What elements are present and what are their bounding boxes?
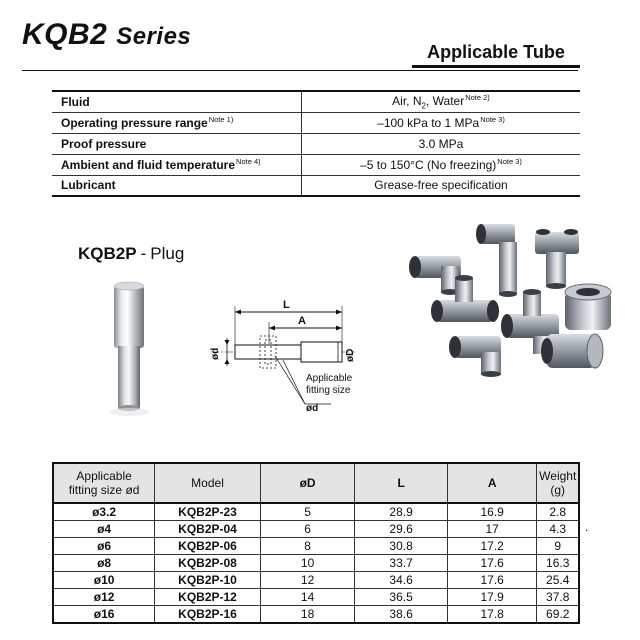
arrow-A-right bbox=[336, 326, 342, 331]
cell-weight: 25.4 bbox=[537, 572, 579, 589]
plug-name: Plug bbox=[150, 244, 185, 263]
callout-line1: Applicable bbox=[306, 373, 353, 384]
cell-weight: 69.2 bbox=[537, 606, 579, 624]
table-row bbox=[53, 555, 579, 572]
fitting-elbow-left bbox=[409, 256, 461, 295]
cell-A: 17.9 bbox=[447, 589, 537, 606]
cell-size: ø6 bbox=[53, 538, 155, 555]
spec-value bbox=[302, 112, 581, 133]
cell-A: 17.6 bbox=[447, 572, 537, 589]
plug-top bbox=[114, 282, 144, 290]
cell-weight: 37.8 bbox=[537, 589, 579, 606]
dim-label-oD: øD bbox=[345, 348, 356, 362]
header-weight-line2: (g) bbox=[550, 483, 566, 497]
callout-line2: fitting size bbox=[306, 385, 351, 396]
header-size bbox=[53, 463, 155, 503]
spec-value-note: Note 3) bbox=[497, 157, 522, 166]
plug-code: KQB2P bbox=[78, 244, 137, 263]
header-weight bbox=[537, 463, 579, 503]
cell-model: KQB2P-12 bbox=[155, 589, 261, 606]
table-row bbox=[53, 572, 579, 589]
cell-oD: 5 bbox=[260, 503, 355, 521]
spec-value-text: Grease-free specification bbox=[374, 178, 508, 193]
cell-size: ø16 bbox=[53, 606, 155, 624]
spec-label-text: Ambient and fluid temperature bbox=[61, 158, 236, 172]
cell-model: KQB2P-16 bbox=[155, 606, 261, 624]
fitting-tee-top-right bbox=[535, 229, 579, 289]
spec-label-text: Operating pressure range bbox=[61, 116, 208, 130]
arrow-A-left bbox=[269, 326, 275, 331]
section-title: Applicable Tube bbox=[412, 42, 580, 68]
spec-value-text: –5 to 150°C (No freezing) bbox=[360, 158, 497, 172]
table-row bbox=[53, 538, 579, 555]
spec-label-note: Note 4) bbox=[236, 157, 261, 166]
spec-label-text: Proof pressure bbox=[61, 136, 147, 151]
callout-leader bbox=[275, 356, 305, 404]
spec-table bbox=[52, 90, 580, 197]
cell-size: ø4 bbox=[53, 521, 155, 538]
spec-label bbox=[52, 175, 302, 196]
drawing-head bbox=[301, 342, 342, 362]
spec-row bbox=[52, 154, 580, 175]
table-row bbox=[53, 589, 579, 606]
table-row bbox=[53, 503, 579, 521]
cell-L: 28.9 bbox=[355, 503, 448, 521]
cell-weight: 2.8 bbox=[537, 503, 579, 521]
plug-dash: - bbox=[140, 244, 147, 263]
cell-model: KQB2P-04 bbox=[155, 521, 261, 538]
header-size-line1: Applicable bbox=[76, 469, 132, 483]
spec-value-subscript: 2 bbox=[421, 101, 426, 111]
cell-size: ø3.2 bbox=[53, 503, 155, 521]
callout-leader-2 bbox=[283, 360, 305, 404]
cell-L: 34.6 bbox=[355, 572, 448, 589]
plug-head bbox=[114, 286, 144, 348]
cell-L: 30.8 bbox=[355, 538, 448, 555]
cell-model: KQB2P-23 bbox=[155, 503, 261, 521]
dim-label-A: A bbox=[298, 315, 306, 327]
spec-value-rest: , Water bbox=[425, 94, 465, 109]
cell-model: KQB2P-06 bbox=[155, 538, 261, 555]
header-model: Model bbox=[155, 463, 261, 503]
header-L: L bbox=[355, 463, 448, 503]
cell-A: 16.9 bbox=[447, 503, 537, 521]
plug-shaft bbox=[118, 346, 140, 408]
header-rule bbox=[22, 70, 578, 71]
cell-oD: 8 bbox=[260, 538, 355, 555]
spec-value bbox=[302, 91, 581, 112]
spec-value-text: Air, N bbox=[392, 94, 422, 109]
series-code: KQB2 bbox=[22, 18, 108, 51]
cell-L: 36.5 bbox=[355, 589, 448, 606]
spec-value bbox=[302, 154, 581, 175]
fitting-female-thread bbox=[565, 284, 611, 330]
cell-A: 17.8 bbox=[447, 606, 537, 624]
table-row bbox=[53, 521, 579, 538]
cell-oD: 18 bbox=[260, 606, 355, 624]
cell-weight: 16.3 bbox=[537, 555, 579, 572]
spec-label-text: Fluid bbox=[61, 94, 90, 109]
spec-label-note: Note 1) bbox=[208, 115, 234, 124]
table-row bbox=[53, 606, 579, 624]
spec-value-text: 3.0 MPa bbox=[418, 136, 464, 151]
cell-weight: 4.3 bbox=[537, 521, 579, 538]
arrow-L-left bbox=[235, 310, 241, 315]
cell-oD: 10 bbox=[260, 555, 355, 572]
cell-weight: 9 bbox=[537, 538, 579, 555]
header-weight-line1: Weight bbox=[539, 469, 577, 483]
dim-label-L: L bbox=[283, 299, 290, 311]
spec-value bbox=[302, 133, 581, 154]
size-table-header bbox=[53, 463, 579, 503]
cell-size: ø12 bbox=[53, 589, 155, 606]
plug-shadow bbox=[109, 408, 149, 416]
cell-A: 17.2 bbox=[447, 538, 537, 555]
spec-row bbox=[52, 112, 580, 133]
spec-label bbox=[52, 112, 302, 133]
arrow-L-right bbox=[336, 310, 342, 315]
spec-value-note: Note 2) bbox=[465, 93, 490, 103]
cell-model: KQB2P-08 bbox=[155, 555, 261, 572]
cell-L: 38.6 bbox=[355, 606, 448, 624]
cell-oD: 14 bbox=[260, 589, 355, 606]
spec-label-text: Lubricant bbox=[61, 178, 116, 193]
dimension-drawing bbox=[205, 294, 365, 416]
size-table bbox=[52, 462, 580, 624]
spec-row bbox=[52, 133, 580, 154]
arrow-od-top bbox=[225, 340, 230, 345]
trailing-mark: . bbox=[585, 520, 589, 534]
spec-value-note: Note 3) bbox=[480, 115, 505, 124]
cell-model: KQB2P-10 bbox=[155, 572, 261, 589]
cell-A: 17 bbox=[447, 521, 537, 538]
header-A: A bbox=[447, 463, 537, 503]
cell-L: 33.7 bbox=[355, 555, 448, 572]
spec-value bbox=[302, 175, 581, 196]
cell-oD: 6 bbox=[260, 521, 355, 538]
spec-label bbox=[52, 154, 302, 175]
fitting-elbow-top bbox=[476, 224, 517, 297]
fitting-straight-female bbox=[541, 334, 603, 368]
cell-size: ø10 bbox=[53, 572, 155, 589]
cell-oD: 12 bbox=[260, 572, 355, 589]
cell-A: 17.6 bbox=[447, 555, 537, 572]
cell-size: ø8 bbox=[53, 555, 155, 572]
fittings-photo bbox=[395, 212, 640, 388]
spec-label bbox=[52, 133, 302, 154]
spec-label bbox=[52, 91, 302, 112]
dim-label-od: ød bbox=[210, 347, 221, 360]
series-title bbox=[22, 18, 191, 52]
drawing-shaft bbox=[235, 345, 301, 359]
callout-od: ød bbox=[306, 403, 319, 414]
plug-title bbox=[78, 244, 184, 264]
spec-row bbox=[52, 91, 580, 112]
arrow-od-bottom bbox=[225, 359, 230, 364]
header-oD: øD bbox=[260, 463, 355, 503]
plug-photo bbox=[100, 276, 160, 426]
spec-value-text: –100 kPa to 1 MPa bbox=[377, 116, 480, 130]
fitting-elbow-bottom bbox=[449, 336, 501, 377]
cell-L: 29.6 bbox=[355, 521, 448, 538]
header-size-line2: fitting size ød bbox=[68, 483, 140, 497]
spec-row bbox=[52, 175, 580, 196]
series-word: Series bbox=[116, 23, 192, 50]
